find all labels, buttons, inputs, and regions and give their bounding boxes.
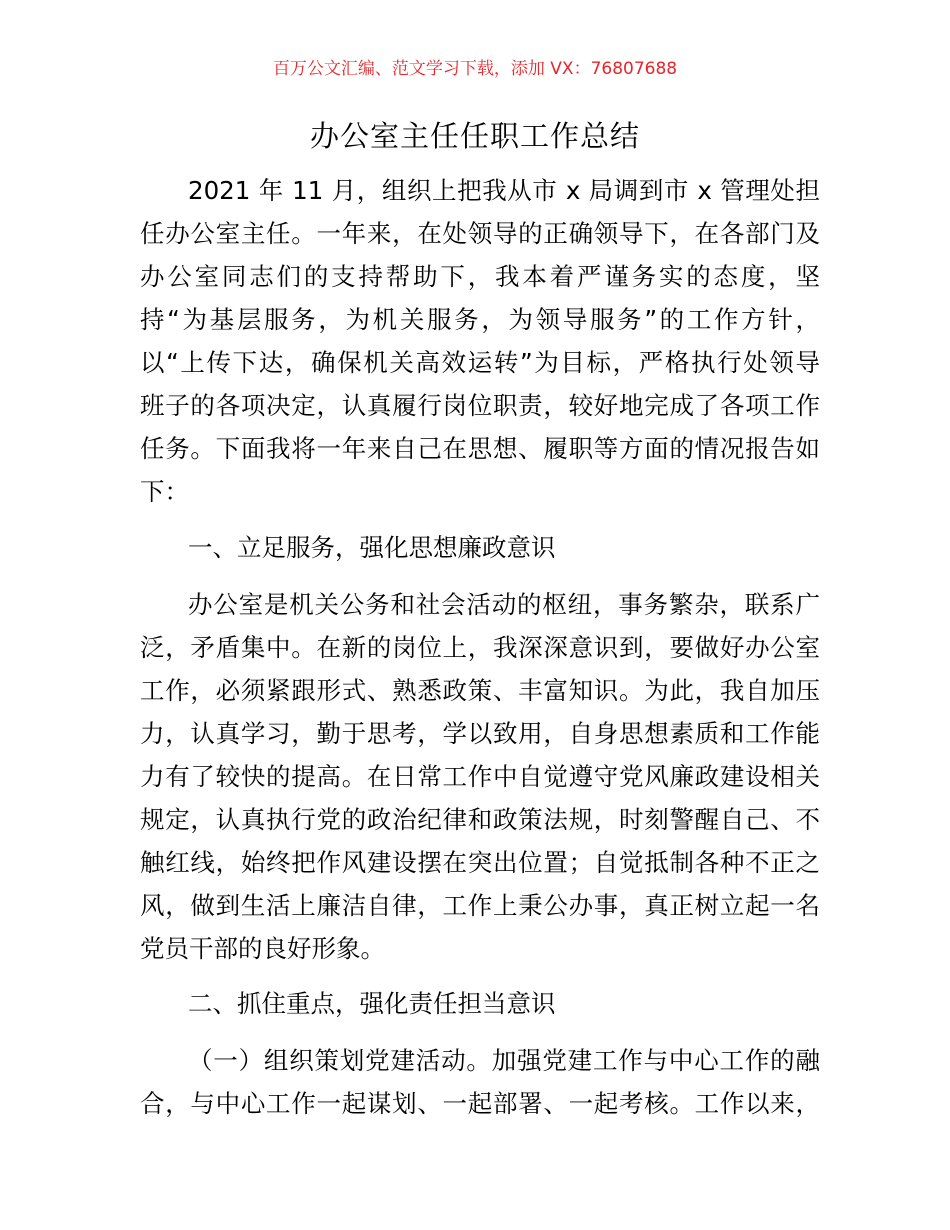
header-watermark: 百万公文汇编、范文学习下载，添加 VX：76807688	[272, 59, 678, 79]
paragraph-line: 任办公室主任。一年来，在处领导的正确领导下，在各部门及	[140, 219, 820, 248]
paragraph-line: 力有了较快的提高。在日常工作中自觉遵守党风廉政建设相关	[140, 762, 820, 791]
document-title: 办公室主任任职工作总结	[309, 119, 640, 153]
paragraph-line: 规定，认真执行党的政治纪律和政策法规，时刻警醒自己、不	[140, 805, 820, 834]
paragraph-line: 以“上传下达，确保机关高效运转”为目标，严格执行处领导	[140, 348, 820, 377]
paragraph-line: 工作，必须紧跟形式、熟悉政策、丰富知识。为此，我自加压	[140, 676, 820, 705]
paragraph-line: 合，与中心工作一起谋划、一起部署、一起考核。工作以来，	[140, 1089, 820, 1118]
paragraph-line: 下：	[140, 477, 189, 506]
paragraph-line: 2021 年 11 月，组织上把我从市 x 局调到市 x 管理处担	[188, 176, 820, 205]
paragraph-line: 持“为基层服务，为机关服务，为领导服务”的工作方针，	[140, 305, 820, 334]
paragraph-line: 办公室是机关公务和社会活动的枢纽，事务繁杂，联系广	[188, 590, 820, 619]
paragraph-line: 班子的各项决定，认真履行岗位职责，较好地完成了各项工作	[140, 391, 820, 420]
paragraph-line: 泛，矛盾集中。在新的岗位上，我深深意识到，要做好办公室	[140, 633, 820, 662]
paragraph-line: 触红线，始终把作风建设摆在突出位置；自觉抵制各种不正之	[140, 848, 820, 877]
paragraph-line: 办公室同志们的支持帮助下，我本着严谨务实的态度，坚	[140, 262, 820, 291]
paragraph-line: 风，做到生活上廉洁自律，工作上秉公办事，真正树立起一名	[140, 891, 820, 920]
paragraph-line: 任务。下面我将一年来自己在思想、履职等方面的情况报告如	[140, 434, 820, 463]
paragraph-line: 力，认真学习，勤于思考，学以致用，自身思想素质和工作能	[140, 719, 820, 748]
paragraph-line: （一）组织策划党建活动。加强党建工作与中心工作的融	[188, 1046, 820, 1075]
section-heading: 二、抓住重点，强化责任担当意识	[188, 989, 556, 1018]
paragraph-line: 党员干部的良好形象。	[140, 934, 385, 963]
section-heading: 一、立足服务，强化思想廉政意识	[188, 533, 556, 562]
